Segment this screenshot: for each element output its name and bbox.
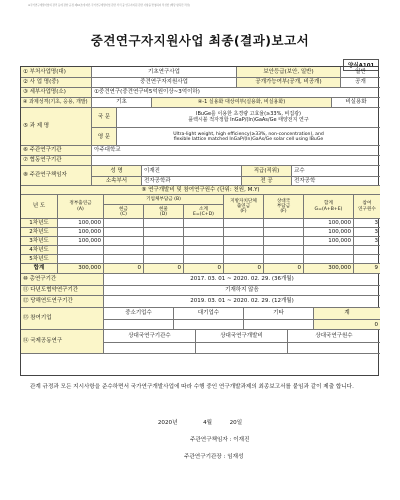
- row-coop-institution: [21, 155, 380, 165]
- head-signature-line: 주관연구기관장 : 임재성: [184, 454, 244, 460]
- budget-people: 3: [353, 237, 380, 245]
- row-total-period: [21, 273, 380, 285]
- row-principal-investigator: [21, 165, 380, 185]
- budget-kind: [143, 237, 183, 245]
- budget-other-header: 상대국 부담금 (F): [263, 195, 303, 218]
- budget-total: [303, 246, 353, 254]
- budget-people: [353, 246, 380, 254]
- budget-people: 3: [353, 219, 380, 227]
- date-year: 2020년: [157, 420, 178, 426]
- intl-institutions-header: 상대국연구기관수: [103, 330, 195, 342]
- form-code-badge: 양식A101: [343, 59, 379, 71]
- budget-sum: [183, 255, 223, 263]
- multi-year-period-label: ⑪ 다년도협약연구기간: [21, 286, 103, 295]
- row-lead-institution: [21, 145, 380, 155]
- english-title-line2: flexible lattice matched InGaP/(In)GaAs/Ge solar cell using IBuGe: [173, 137, 324, 142]
- pi-dept-label: 소속부서: [91, 176, 141, 186]
- current-period-label: ⑫ 당해연도연구기간: [21, 296, 103, 307]
- table-row: [21, 227, 380, 236]
- budget-other: [263, 228, 303, 236]
- total-period-label: ⑩ 총연구기간: [21, 274, 103, 285]
- budget-local: [223, 255, 263, 263]
- commercialization-label: ④-1 실용화 대상여부(실용화, 비실용화): [151, 98, 331, 107]
- pi-dept: 전자공학과: [141, 176, 241, 186]
- budget-sum-total: 0: [183, 264, 223, 273]
- budget-other: [263, 219, 303, 227]
- project-type-label: ④ 과제성격(기초, 응용, 개발): [21, 98, 91, 107]
- ministry-program-value: 기초연구사업: [91, 67, 236, 77]
- date-month: 4월: [203, 420, 213, 426]
- header-note: ※국가연구개발사업의 관리 등에 관한 규정 제10조에 따른 국가연구개발사업 관련 서식 중 연구자지원 관련 사항을 반영하여 작성함 (해당 항목만 작성): [28, 4, 190, 7]
- multi-year-period-value: 기재하지 않음: [103, 286, 380, 295]
- budget-other: [263, 237, 303, 245]
- budget-cash: [103, 219, 143, 227]
- budget-year: 2차년도: [21, 228, 57, 236]
- budget-sum: [183, 246, 223, 254]
- report-form: [20, 66, 379, 376]
- korean-title-line2: 플렉시블 적자정합 InGaP/(In)GaAs/Ge 태양전지 연구: [188, 116, 309, 123]
- budget-cash-total: 0: [103, 264, 143, 273]
- row-subprogram: [21, 87, 380, 97]
- korean-title: [116, 108, 380, 127]
- english-title-label: 영 문: [91, 127, 116, 146]
- row-budget-section: [21, 185, 380, 194]
- budget-total: 100,000: [303, 228, 353, 236]
- budget-gov: [57, 246, 103, 254]
- budget-total: 100,000: [303, 237, 353, 245]
- budget-other: [263, 255, 303, 263]
- table-row: [21, 254, 380, 263]
- budget-sum-header: 소계 E=(C+D): [183, 204, 223, 219]
- pi-signature-line: 주관연구책임자 : 이재진: [190, 437, 250, 443]
- pi-major: 전자공학: [291, 176, 380, 186]
- budget-gov-total: 300,000: [57, 264, 103, 273]
- budget-total: 100,000: [303, 219, 353, 227]
- pi-name: 이재진: [141, 166, 241, 176]
- subprogram-label: ③ 세부사업명(소): [21, 88, 91, 97]
- date-day: 20일: [229, 420, 243, 426]
- budget-sum: [183, 219, 223, 227]
- participating-large-header: 대기업수: [173, 308, 243, 319]
- budget-local-header: 지방자치단체 출연금 (F): [223, 195, 263, 218]
- current-period-value: 2019. 03. 01 ~ 2020. 02. 29. (12개월): [103, 296, 380, 307]
- korean-title-label: 국 문: [91, 108, 116, 127]
- intl-budget-header: 상대국연구개발비: [195, 330, 287, 342]
- budget-cash: [103, 246, 143, 254]
- participating-label: ⑬ 참여기업: [21, 308, 103, 329]
- budget-year-total: 합계: [33, 265, 45, 272]
- submission-statement: 관계 규정과 모든 지시사항을 준수하면서 국가연구개발사업에 따라 수행 중인 연구개발과제의 최종보고서를 붙임과 같이 제출 합니다.: [30, 384, 354, 390]
- budget-people-total: 9: [353, 264, 380, 273]
- participating-sme-header: 중소기업수: [103, 308, 173, 319]
- intl-label: ⑭ 국제공동연구: [21, 330, 103, 353]
- ministry-program-label: ① 부처사업명(대): [21, 67, 91, 77]
- participating-other-header: 기타: [243, 308, 313, 319]
- budget-grand-total: 300,000: [303, 264, 353, 273]
- pi-title: 교수: [291, 166, 380, 176]
- budget-total-header: 합계 G=(A+B+E): [303, 195, 353, 218]
- pi-major-label: 전 공: [241, 176, 291, 186]
- lead-institution-value: 아주대학교: [91, 146, 380, 155]
- budget-kind: [143, 228, 183, 236]
- row-current-period: [21, 295, 380, 307]
- budget-gov: 100,000: [57, 219, 103, 227]
- row-program-name: [21, 77, 380, 87]
- budget-cash-header: 현금 (C): [103, 204, 143, 219]
- row-multi-year-period: [21, 285, 380, 295]
- budget-other: [263, 246, 303, 254]
- english-title: [116, 127, 380, 146]
- budget-corp-header: 기업체부담금 (B): [103, 195, 223, 204]
- intl-researchers-header: 상대국연구원수: [287, 330, 380, 342]
- row-participating-companies: [21, 307, 380, 329]
- participating-total-header: 계: [313, 308, 380, 319]
- budget-year-header: 년 도: [21, 195, 57, 218]
- table-row: [21, 236, 380, 245]
- budget-gov: [57, 255, 103, 263]
- budget-people: 3: [353, 228, 380, 236]
- table-row: [21, 245, 380, 254]
- budget-total-row: [21, 263, 380, 273]
- budget-year: 5차년도: [21, 255, 57, 263]
- budget-people-header: 참여 연구원수: [353, 195, 380, 218]
- budget-year: 3차년도: [21, 237, 57, 245]
- coop-institution-value: [91, 156, 380, 165]
- budget-cash: [103, 237, 143, 245]
- participating-total-value: 0: [313, 319, 380, 330]
- budget-kind: [143, 255, 183, 263]
- row-blank-spacer: [21, 353, 380, 377]
- total-period-value: 2017. 03. 01 ~ 2020. 02. 29. (36개월): [103, 274, 380, 285]
- budget-kind: [143, 246, 183, 254]
- budget-section-label: ⑨ 연구개발비 및 참여연구원수 (단위: 천원, M.Y): [21, 186, 380, 194]
- security-level-value: 일반: [340, 67, 380, 77]
- disclosure-value: 공개: [340, 78, 380, 87]
- budget-local-total: 0: [223, 264, 263, 273]
- budget-sum: [183, 237, 223, 245]
- coop-institution-label: ⑦ 협동연구기관: [21, 156, 91, 165]
- pi-name-label: 성 명: [91, 166, 141, 176]
- budget-sum: [183, 228, 223, 236]
- budget-header-row: [21, 194, 380, 218]
- english-title-line1: Ultra-light weight, high efficiency(≥33%, non-concentration), and: [173, 131, 324, 137]
- pi-label: ⑧ 주관연구책임자: [21, 166, 91, 185]
- row-ministry-program: [21, 67, 380, 77]
- budget-people: [353, 255, 380, 263]
- security-level-label: 보안등급(보안, 일반): [236, 67, 340, 77]
- budget-year: 4차년도: [21, 246, 57, 254]
- budget-local: [223, 246, 263, 254]
- budget-cash: [103, 255, 143, 263]
- page-title: 중견연구자지원사업 최종(결과)보고서: [90, 33, 310, 48]
- budget-kind-total: 0: [143, 264, 183, 273]
- budget-local: [223, 228, 263, 236]
- project-type-value: 기초: [91, 98, 151, 107]
- budget-total: [303, 255, 353, 263]
- row-international-research: [21, 329, 380, 353]
- row-project-type: [21, 97, 380, 107]
- budget-kind: [143, 219, 183, 227]
- budget-local: [223, 219, 263, 227]
- budget-gov-header: 정부출연금 (A): [57, 195, 103, 218]
- row-project-title: [21, 107, 380, 145]
- project-title-label: ⑤ 과 제 명: [21, 108, 91, 145]
- table-row: [21, 218, 380, 227]
- lead-institution-label: ⑥ 주관연구기관: [21, 146, 91, 155]
- program-name-label: ② 사 업 명(중): [21, 78, 91, 87]
- program-name-value: 중견연구자지원사업: [91, 78, 236, 87]
- subprogram-value: ①중견연구(중견연구비5억원이상~3억이하): [91, 88, 380, 97]
- budget-gov: 100,000: [57, 228, 103, 236]
- budget-local: [223, 237, 263, 245]
- korean-title-line1: IBuGe를 이용한 초경량 고효율(≥33%, 비집광): [196, 110, 301, 117]
- submission-date: [0, 418, 400, 426]
- budget-kind-header: 현물 (D): [143, 204, 183, 219]
- budget-gov: 100,000: [57, 237, 103, 245]
- budget-cash: [103, 228, 143, 236]
- pi-title-label: 직급(직위): [241, 166, 291, 176]
- disclosure-label: 공개가능여부(공개, 비공개): [236, 78, 340, 87]
- budget-other-total: 0: [263, 264, 303, 273]
- commercialization-value: 비실용화: [331, 98, 380, 107]
- budget-year: 1차년도: [21, 219, 57, 227]
